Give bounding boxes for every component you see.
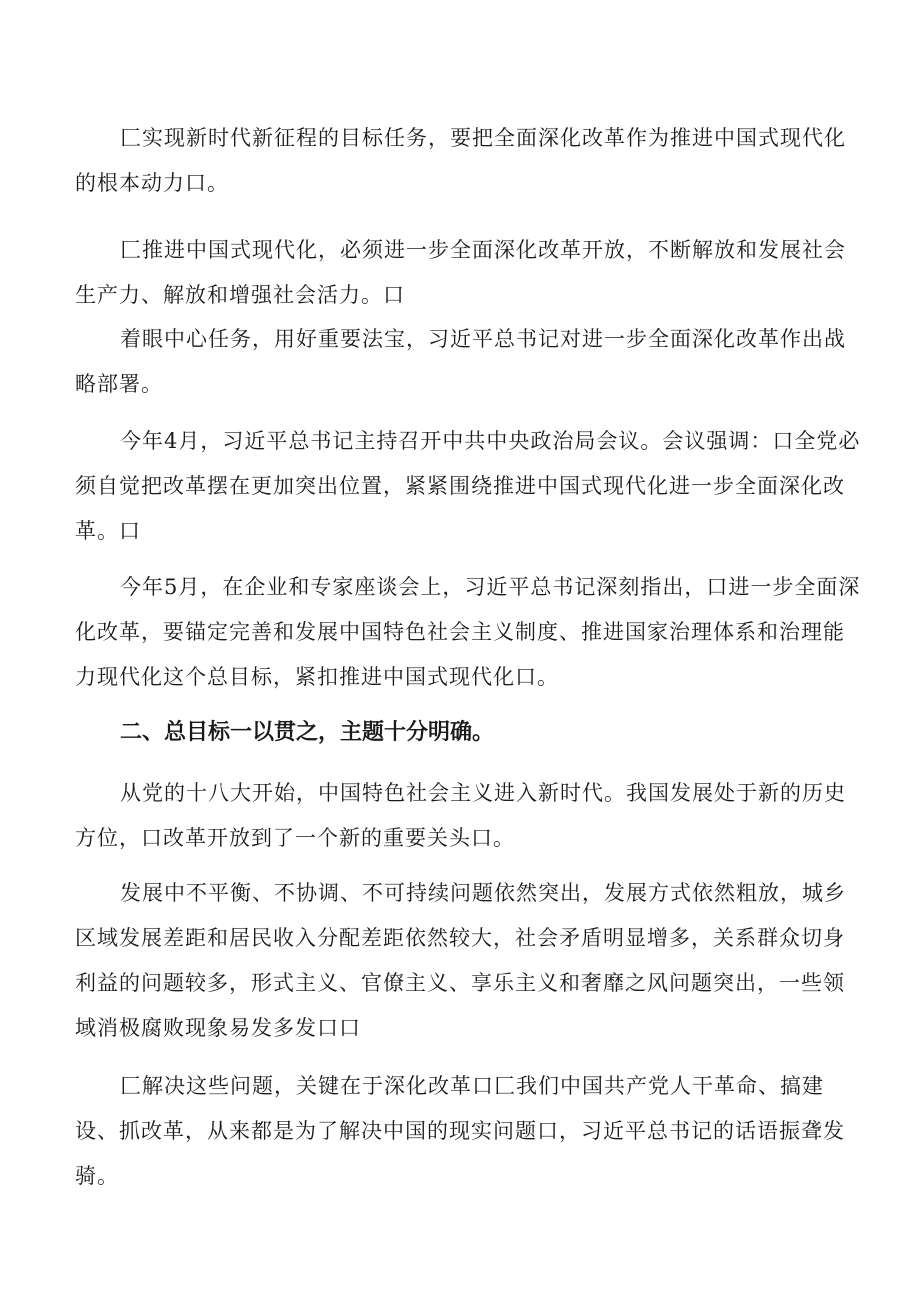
paragraph-6: 从党的十八大开始，中国特色社会主义进入新时代。我国发展处于新的历史方位，口改革开放到了一个新的重要关头口。 — [75, 781, 846, 850]
paragraph-2: 匚推进中国式现代化，必须进一步全面深化改革开放，不断解放和发展社会生产力、解放和增强社会活力。口 — [75, 238, 846, 307]
section-heading: 二、总目标一以贯之，主题十分明确。 — [120, 720, 495, 745]
paragraph-7: 发展中不平衡、不协调、不可持续问题依然突出，发展方式依然粗放，城乡区域发展差距和居民收入分配差距依然较大，社会矛盾明显增多，关系群众切身利益的问题较多，形式主义、官僚主义、享乐主义和奢靡之风问题突出，一些领域消极腐败现象易发多发口口 — [75, 881, 846, 1040]
paragraph-4: 今年4月，习近平总书记主持召开中共中央政治局会议。会议强调：口全党必须自觉把改革摆在更加突出位置，紧紧围绕推进中国式现代化进一步全面深化改革。口 — [75, 429, 861, 543]
paragraph-3: 着眼中心任务，用好重要法宝，习近平总书记对进一步全面深化改革作出战略部署。 — [75, 327, 846, 396]
paragraph-5: 今年5月，在企业和专家座谈会上，习近平总书记深刻指出，口进一步全面深化改革，要锚定完善和发展中国特色社会主义制度、推进国家治理体系和治理能力现代化这个总目标，紧扣推进中国式现代化口。 — [75, 575, 861, 689]
paragraph-1: 匚实现新时代新征程的目标任务，要把全面深化改革作为推进中国式现代化的根本动力口。 — [75, 126, 846, 195]
paragraph-8: 匚解决这些问题，关键在于深化改革口匚我们中国共产党人干革命、搞建设、抓改革，从来都是为了解决中国的现实问题口，习近平总书记的话语振聋发骑。 — [75, 1074, 845, 1188]
